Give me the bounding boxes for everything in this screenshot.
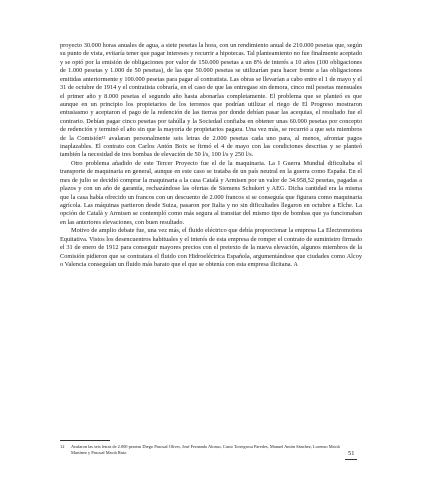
paragraph-1: proyecto 30.000 horas anuales de agua, a siete pesetas la hora, con un rendimiento anual de 210.000 pesetas que, según su punto de vista, evitaría tener que pagar intereses y recurrir a hipotecas. Tal planteamiento no fue finalmente aceptado y se optó por la emisión de obligaciones por valor de 150.000 pesetas a un 8% de interés a 10 años (100 obligaciones de 1.000 pesetas y 1.000 de 50 pesetas), de las que 50.000 pesetas se utilizarían para hacer frente a las obligaciones emitidas anteriormente y 100.000 pesetas para pagar al contratista. Las obras se llevarían a cabo entre el 1 de mayo y el 31 de octubre de 1914 y el contratista cobraría, en el caso de que las entregase sin demora, cinco mil pesetas mensuales el primer año y 8.000 pesetas el segundo año hasta abonarlas completamente. El problema que se planteó es que aunque en un principio los propietarios de los terrenos que podrían utilizar el riego de El Progreso mostraron entusiasmo y aceptaron el pago de la redención de las tierras por donde debían pasar las acequias, el resultado fue el contrario. Debían pagar cinco pesetas por tahúlla y la Sociedad confiaba en obtener unas 60.000 pesetas por concepto de redención y terminó el año sin que la mayoría de propietarios pagara. Una vez más, se recurrió a que seis miembros de la Comisión¹² avalaran personalmente seis letras de 2.000 pesetas cada uno para, al menos, afrontar pagos inaplazables. El contrato con Carlos Antón Boix se firmó el 4 de mayo con las condiciones descritas y se planteó también la necesidad de tres bombas de elevación de 50 l/s, 100 l/s y 250 l/s. [60, 42, 362, 159]
footnote-separator [60, 440, 110, 441]
page-number: 51 [345, 450, 357, 460]
paragraph-2: Otro problema añadido de este Tercer Proyecto fue el de la maquinaria. La I Guerra Mundial dificultaba el transporte de maquinaria en general, aunque en este caso se trataba de un país neutral en la guerra como España. En el mes de julio se decidió comprar la maquinaria a la casa Català y Armisen por un valor de 34.958,52 pesetas, pagadas a plazos y con un año de garantía, rechazándose las ofertas de Siemens Schukert y AEG. Dicha cantidad era la misma que la casa había ofrecido un francos con un descuento de 2.000 francos si se conseguía que figurara como maquinaria agrícola. Las máquinas partieron desde Suiza, pasaron por Italia y no sin dificultades llegaron en octubre a Elche. La opción de Català y Armisen se contempló como más segura al transitar del mismo tipo de bombas que ya funcionaban en las anteriores elevaciones, con buen resultado. [60, 159, 362, 226]
footnote [60, 444, 350, 456]
body-text [60, 42, 362, 269]
footnote-text: Avalaron las seis letras de 2.000 pesetas Diego Pascual Oliver, José Fernando Alonso, Casto Torregrosa Paredes, Manuel Antón Sánchez, Lorenzo Macià Martínez y Pascual Macià Ruiz. [71, 444, 340, 455]
footnote-number: 12 [60, 444, 65, 449]
paragraph-3: Motivo de amplio debate fue, una vez más, el fluido eléctrico que debía proporcionar la empresa La Electromotora Equitativa. Vistos los desencuentros habituales y el interés de esta empresa de romper el contrato de suministro firmado el 31 de enero de 1912 para conseguir mayores precios con el pretexto de la nueva elevación, algunos miembros de la Comisión pidieron que se contratara el fluido con Hidroeléctrica Española, argumentándose que ciudades como Alcoy o Valencia conseguían un fluido más barato que el que se obtenía con esta empresa ilicitana. A [60, 227, 362, 268]
